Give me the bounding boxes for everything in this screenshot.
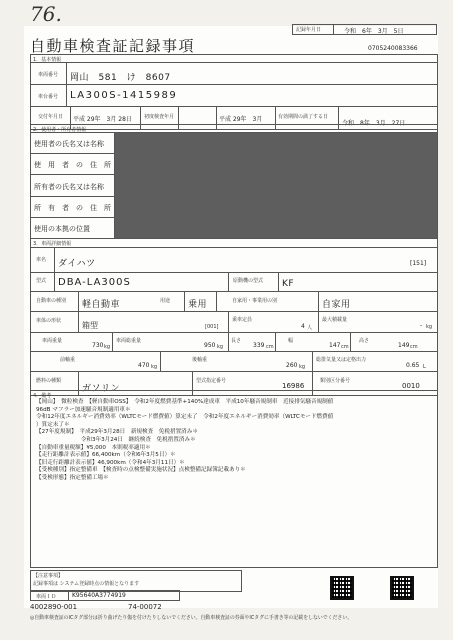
type-value: 軽自動車 xyxy=(82,300,121,310)
vehicle-heading: 3．車両詳細情報 xyxy=(33,241,72,247)
private-value: 自家用 xyxy=(322,300,351,310)
shape-label: 車体の形状 xyxy=(36,318,62,324)
user-name-label: 使用者の氏名又は名称 xyxy=(34,140,104,148)
height-value: 149 xyxy=(398,342,410,349)
notes-heading: 【注意事項】 xyxy=(33,573,64,579)
width-label: 幅 xyxy=(288,338,294,344)
engine-label: 原動機の型式 xyxy=(233,278,264,284)
fuel-label: 燃料の種類 xyxy=(36,378,62,384)
rear-axle-label: 後軸重 xyxy=(192,357,208,363)
capacity-value: 4 xyxy=(301,323,305,330)
expiry-label: 有効期間の満了する日 xyxy=(278,114,329,120)
gross-label: 車両総重量 xyxy=(116,338,142,344)
remark-line: 令和3年3月24日 継続検査 免税措置済み＊ xyxy=(36,436,196,443)
issue-date-label: 交付年月日 xyxy=(38,114,64,120)
maxload-label: 最大積載量 xyxy=(322,317,348,323)
capacity-label: 乗車定員 xyxy=(232,317,253,323)
remark-line: 令和12年度エネルギー消費効率（WLTCモード燃費値）算定未了 令和2年度エネルギー消費効率（WLTCモード燃費値 xyxy=(36,414,334,421)
record-date-value: 令和 6年 3月 5日 xyxy=(344,28,404,35)
remarks-heading: 4．備考 xyxy=(33,393,52,399)
qr-code-2 xyxy=(390,576,414,600)
shape-value: 箱型 xyxy=(82,321,98,330)
record-date-label: 記録年月日 xyxy=(296,27,322,33)
weight-value: 730 xyxy=(92,342,104,349)
owner-address-label: 所 有 者 の 住 所 xyxy=(34,204,111,212)
model-label: 型式 xyxy=(36,278,47,284)
shape-code: [001] xyxy=(205,324,219,330)
plate-value: 岡山 581 け 8607 xyxy=(70,73,171,83)
height-unit: cm xyxy=(410,344,418,350)
footer-left-code: 4002890-001 xyxy=(30,603,78,611)
redacted-user-owner-info xyxy=(115,133,437,239)
weight-label: 車両重量 xyxy=(42,338,63,344)
gross-value: 950 xyxy=(204,342,216,349)
issue-date-value: 平成 29年 3月 28日 xyxy=(73,116,132,123)
type-label: 自動車の種別 xyxy=(36,298,67,304)
length-value: 339 xyxy=(253,342,265,349)
footer-mid-code: 74-00072 xyxy=(128,603,162,611)
fuel-value: ガソリン xyxy=(82,384,121,394)
width-value: 147 xyxy=(329,342,341,349)
width-unit: cm xyxy=(341,344,349,350)
maker-code: [151] xyxy=(410,260,427,267)
page-title: 自動車検査証記録事項 xyxy=(30,37,196,55)
private-label: 自家用・事業用の別 xyxy=(232,298,278,304)
remark-line: 【岡山】 微粒検査 【軽自動車OSS】 令和2年度燃費基準+140%達成車 平成10年騒音規制車 近接排気騒音規制値 xyxy=(36,399,334,405)
owner-name-label: 所有者の氏名又は名称 xyxy=(34,183,104,191)
remark-line: 【受検種別】指定整備車 【検査時の点検整備実施状況】点検整備記録簿記載あり＊ xyxy=(36,467,246,474)
model-value: DBA-LA300S xyxy=(58,277,131,288)
handwritten-number: 76. xyxy=(30,2,62,26)
front-axle-label: 前軸重 xyxy=(60,357,76,363)
approval-label: 型式指定番号 xyxy=(196,378,227,384)
capacity-unit: 人 xyxy=(307,325,313,331)
maker-label: 車名 xyxy=(36,257,47,263)
footer-notice: ◎自動車検査証のICタグ部分は折り曲げたり傷を付けたりしないでください。自動車検査証の券面やICタグに手書き等の記載をしないでください。 xyxy=(30,615,353,621)
remark-line: ）算定未了＊ xyxy=(36,421,70,428)
length-unit: cm xyxy=(266,344,274,350)
displacement-unit: L xyxy=(423,364,426,370)
height-label: 高さ xyxy=(359,338,370,344)
remark-line: 【27年度規制】 平成29年3月28日 新規検査 免税措置済み＊ xyxy=(36,429,198,436)
gross-unit: kg xyxy=(217,344,224,350)
front-axle-value: 470 xyxy=(138,362,150,369)
remarks-list xyxy=(36,399,434,483)
remark-line: 【受検形態】指定整備工場＊ xyxy=(36,474,109,481)
length-label: 長さ xyxy=(231,338,242,344)
expiry-value: 令和 8年 3月 27日 xyxy=(342,120,406,127)
remark-line: 【旧走行距離計表示値】46,900km（令和4年3月11日）＊ xyxy=(36,459,185,466)
displacement-value: 0.65 xyxy=(406,362,420,369)
base-location-label: 使用の本拠の位置 xyxy=(34,225,90,233)
vehicle-id-label: 車両ＩＤ xyxy=(36,594,57,600)
rear-axle-unit: kg xyxy=(299,364,306,370)
maker-value: ダイハツ xyxy=(58,259,96,269)
notes-line: 記録事項は システム登録時点の情報となります xyxy=(33,581,140,587)
user-owner-heading: 2．使用者・所有者情報 xyxy=(33,127,87,133)
remark-line: 【走行距離計表示値】66,400km（令和6年3月5日）＊ xyxy=(36,452,176,459)
remark-line: 96dB マフラー加速騒音規制適用車＊ xyxy=(36,406,131,413)
vehicle-id-value: K95640A3774919 xyxy=(72,592,126,599)
first-reg-label: 初度検査年月 xyxy=(144,114,175,120)
remark-line: 【自動車重量税額】¥5,000 本則税率適用＊ xyxy=(36,444,151,451)
displacement-label: 総排気量又は定格出力 xyxy=(316,357,367,363)
class-value: 0010 xyxy=(402,382,420,390)
qr-code-1 xyxy=(330,576,354,600)
plate-label: 車両番号 xyxy=(38,72,59,78)
doc-number: 0705240083366 xyxy=(368,45,418,52)
engine-value: KF xyxy=(282,279,295,289)
basic-info-heading: 1．基本情報 xyxy=(33,57,62,63)
rear-axle-value: 260 xyxy=(286,362,298,369)
use-label: 用途 xyxy=(160,298,171,304)
class-label: 類別区分番号 xyxy=(320,378,351,384)
first-reg-value: 平成 29年 3月 xyxy=(219,116,263,123)
weight-unit: kg xyxy=(104,344,111,350)
chassis-value: LA300S-1415989 xyxy=(70,90,178,101)
approval-value: 16986 xyxy=(282,382,305,390)
chassis-label: 車台番号 xyxy=(38,94,59,100)
use-value: 乗用 xyxy=(188,300,208,310)
maxload-unit: kg xyxy=(426,324,433,330)
user-address-label: 使 用 者 の 住 所 xyxy=(34,161,111,169)
maxload-value: - xyxy=(420,322,423,329)
front-axle-unit: kg xyxy=(151,364,158,370)
